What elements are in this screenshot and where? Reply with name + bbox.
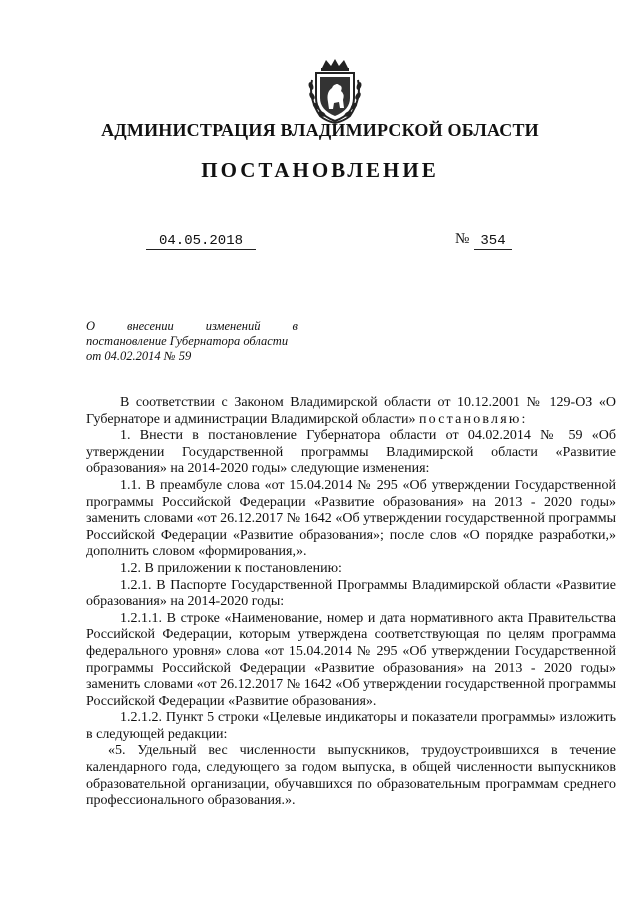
paragraph-1-2: 1.2. В приложении к постановлению: <box>120 560 342 576</box>
subject-word: в <box>292 319 298 333</box>
paragraph-preamble <box>86 395 616 428</box>
coat-of-arms-emblem <box>304 58 366 124</box>
document-date: 04.05.2018 <box>146 233 256 250</box>
subject-line-3: от 04.02.2014 № 59 <box>86 349 192 363</box>
paragraph-1-2-1-1: 1.2.1.1. В строке «Наименование, номер и дата нормативного акта Правительства Российской Федерации, которым утверждена соответствующая по целям программа федерального уровня» слова «от 15.04.2014 № 295 «Об утверждении Государственной программы Российской Федерации «Развитие образования» на 2013 - 2020 годы» заменить словами «от 26.12.2017 № 1642 «Об утверждении государственной программы Российской Федерации «Развитие образования». <box>86 610 616 709</box>
paragraph-1-1: 1.1. В преамбуле слова «от 15.04.2014 № 295 «Об утверждении Государственной программы Российской Федерации «Развитие образования» на 2013 - 2020 годы» заменить словами «от 26.12.2017 № 1642 «Об утверждении государственной программы Российской Федерации «Развитие образования»; после слов «О порядке разработки,» дополнить словом «формирования,». <box>86 477 616 560</box>
document-body <box>86 395 616 810</box>
subject-word: изменений <box>205 319 261 333</box>
paragraph-1-2-1-2: 1.2.1.2. Пункт 5 строки «Целевые индикаторы и показатели программы» изложить в следующей редакции: <box>86 710 616 742</box>
subject-line-1 <box>86 319 298 334</box>
paragraph-1: 1. Внести в постановление Губернатора области от 04.02.2014 № 59 «Об утверждении Государственной программы Владимирской области «Развитие образования» на 2014-2020 годы» следующие изменения: <box>86 428 616 477</box>
preamble-colon: : <box>521 411 526 427</box>
document-number: 354 <box>474 233 512 250</box>
document-type-title: ПОСТАНОВЛЕНИЕ <box>201 158 439 182</box>
subject-word: внесении <box>127 319 174 333</box>
subject-line-2: постановление Губернатора области <box>86 334 289 348</box>
preamble-text: В соответствии с Законом Владимирской области от 10.12.2001 № 129-ОЗ «О Губернаторе и администрации Владимирской области» <box>86 395 616 427</box>
document-number-label: № <box>455 231 470 247</box>
paragraph-1-2-1: 1.2.1. В Паспорте Государственной Программы Владимирской области «Развитие образования» на 2014-2020 годы: <box>86 577 616 610</box>
document-subject <box>86 319 298 364</box>
paragraph-quoted-item-5: «5. Удельный вес численности выпускников, трудоустроившихся в течение календарного года, следующего за годом выпуска, в общей численности выпускников образовательной организации, обучавшихся по образовательным программам среднего профессионального образования.». <box>86 743 616 809</box>
organization-title: АДМИНИСТРАЦИЯ ВЛАДИМИРСКОЙ ОБЛАСТИ <box>101 120 539 140</box>
subject-word: О <box>86 319 96 333</box>
resolution-keyword: постановляю <box>418 411 522 427</box>
